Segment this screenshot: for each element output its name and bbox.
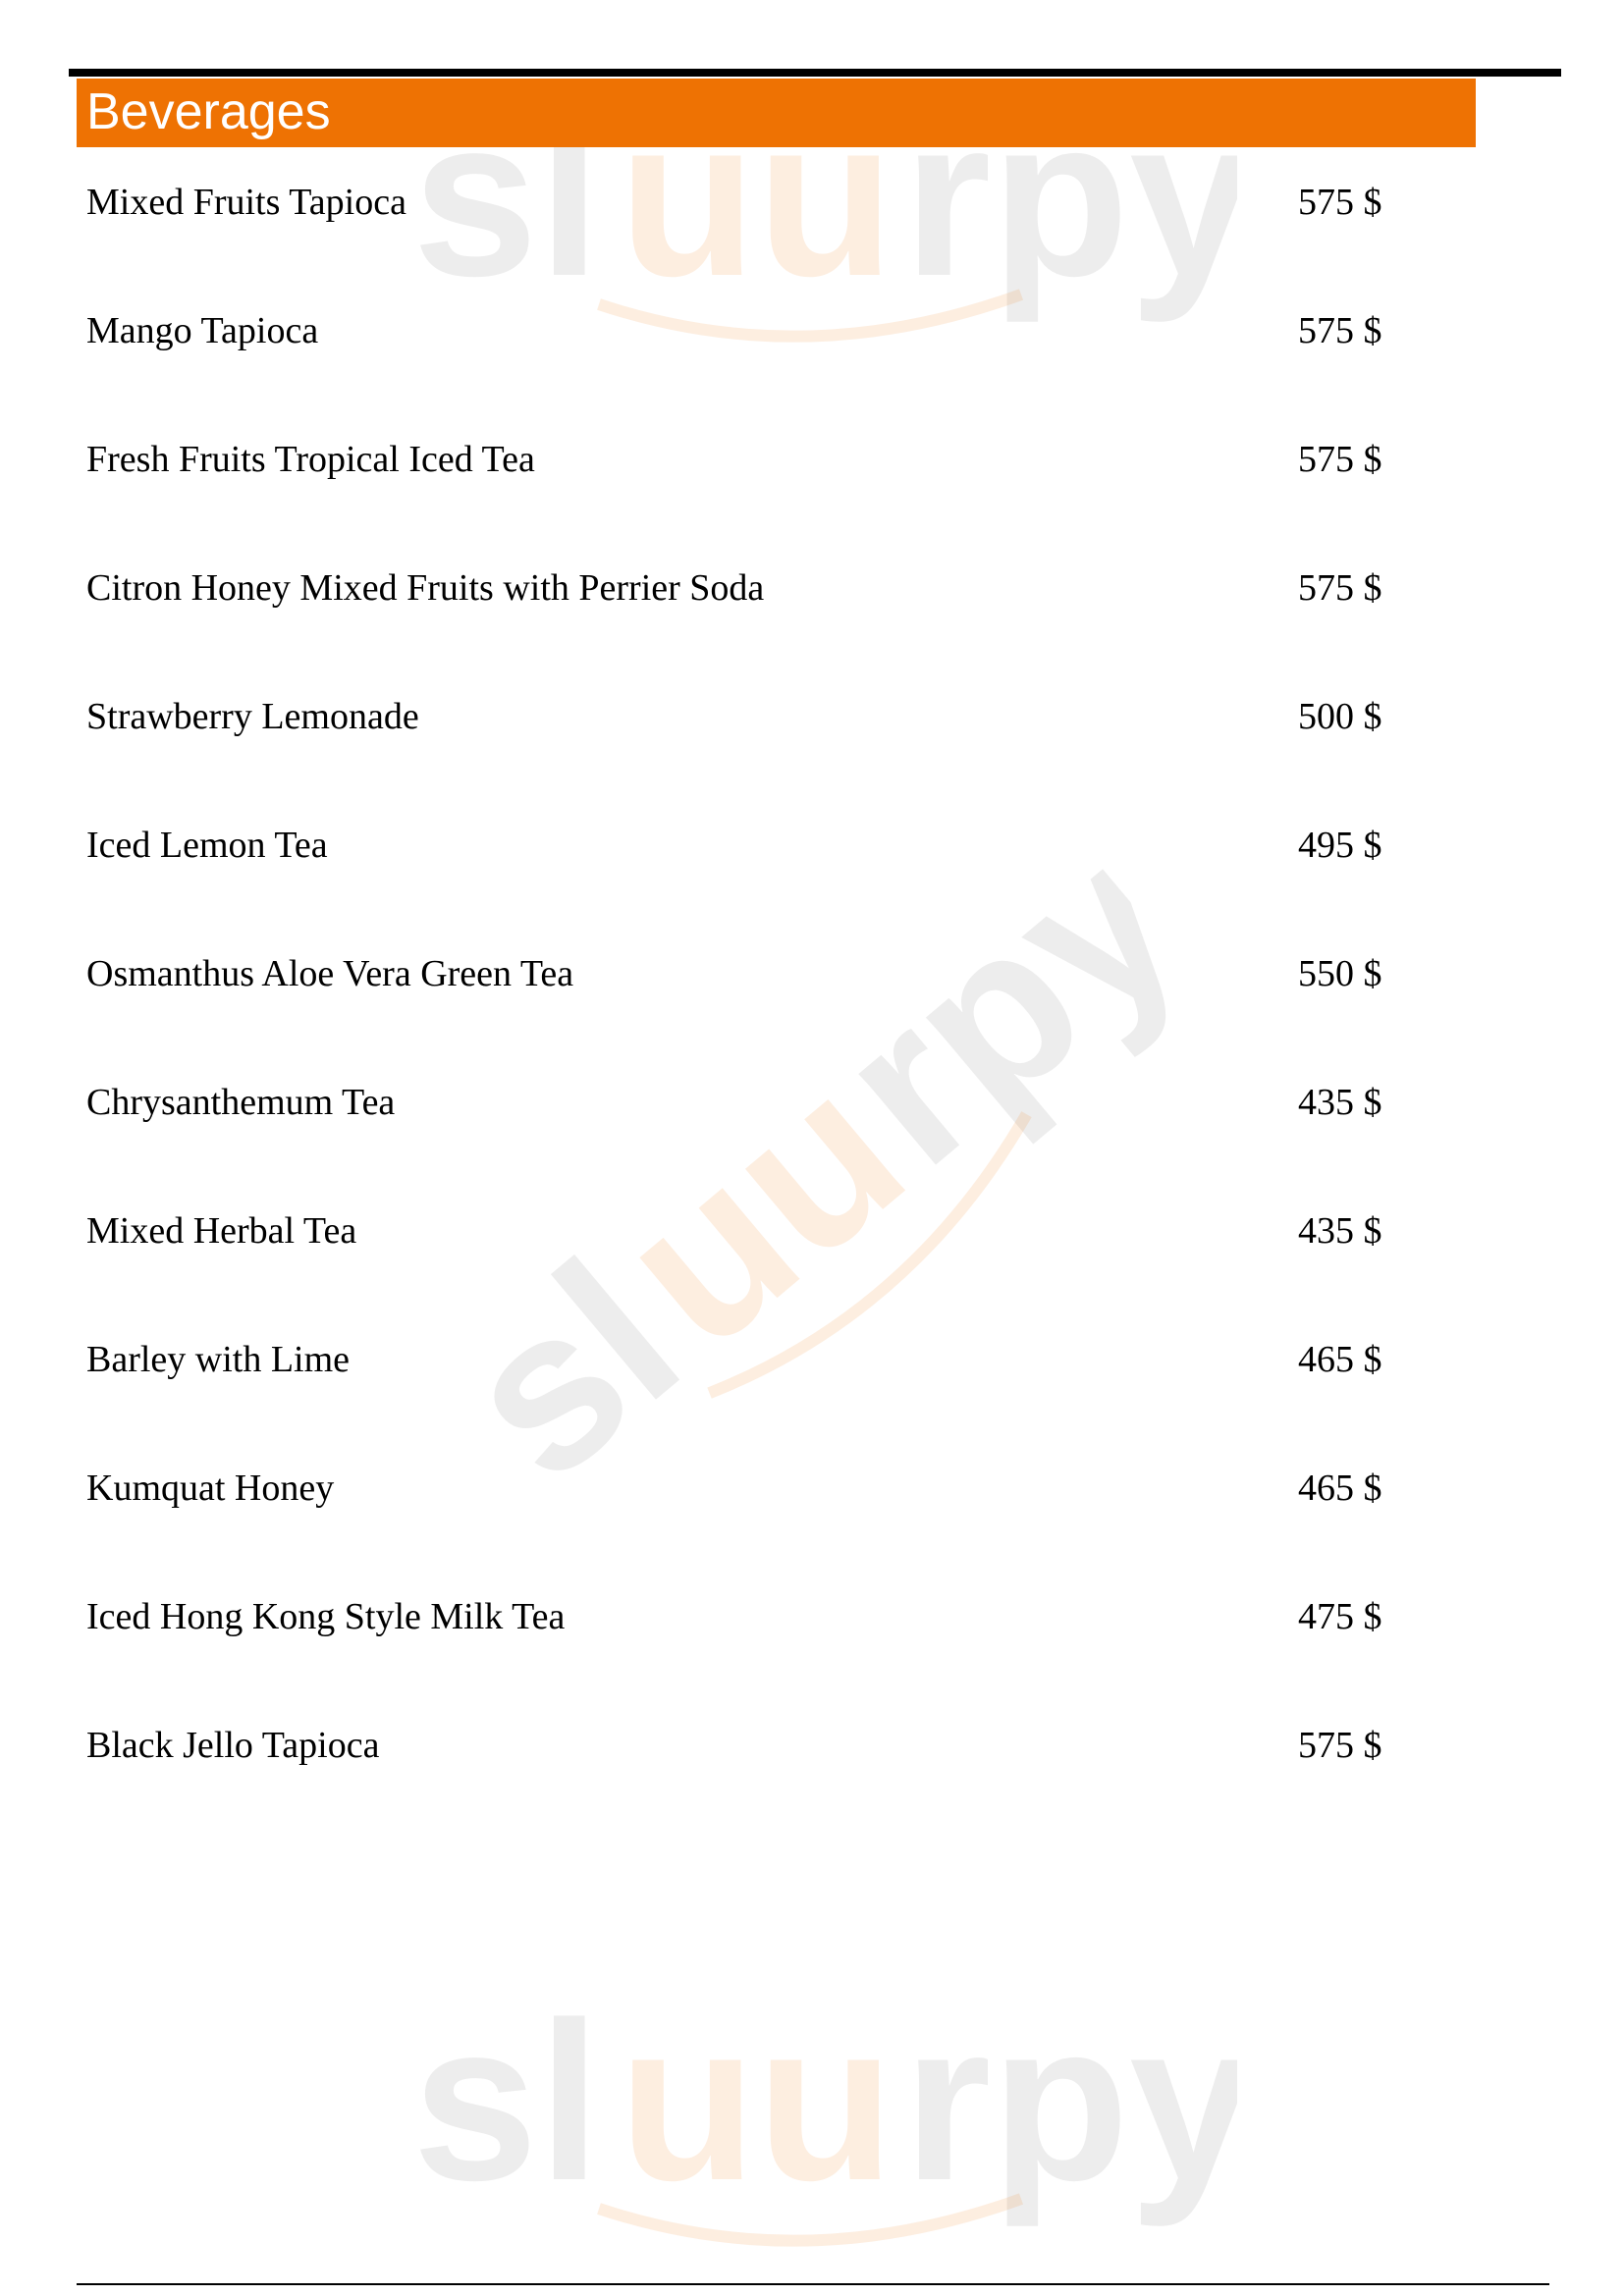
menu-item-price: 575 $	[1298, 439, 1382, 480]
menu-item-name: Iced Hong Kong Style Milk Tea	[86, 1596, 566, 1637]
menu-item-name: Fresh Fruits Tropical Iced Tea	[86, 439, 535, 480]
section-title: Beverages	[86, 83, 331, 140]
menu-item	[86, 430, 1392, 489]
menu-item-price: 575 $	[1298, 1725, 1382, 1766]
menu-item	[86, 1330, 1392, 1389]
menu-item-price: 500 $	[1298, 696, 1382, 737]
menu-item	[86, 1459, 1392, 1518]
svg-text:rpy: rpy	[903, 71, 1237, 323]
menu-item-price: 475 $	[1298, 1596, 1382, 1637]
menu-item-price: 575 $	[1298, 182, 1382, 223]
menu-item-name: Osmanthus Aloe Vera Green Tea	[86, 953, 574, 994]
svg-text:rpy: rpy	[903, 1975, 1237, 2227]
menu-item-price: 495 $	[1298, 825, 1382, 866]
menu-item	[86, 173, 1392, 232]
menu-item-price: 465 $	[1298, 1339, 1382, 1380]
svg-text:uu: uu	[619, 71, 894, 323]
svg-text:sl: sl	[416, 1212, 724, 1527]
svg-text:uu: uu	[573, 1024, 948, 1395]
svg-text:sl: sl	[412, 71, 601, 323]
menu-item-price: 575 $	[1298, 567, 1382, 609]
menu-item-name: Mango Tapioca	[86, 310, 319, 351]
menu-item	[86, 687, 1392, 746]
menu-item-name: Kumquat Honey	[86, 1468, 335, 1509]
bottom-divider	[77, 2283, 1549, 2285]
menu-item-price: 465 $	[1298, 1468, 1382, 1509]
menu-item-name: Barley with Lime	[86, 1339, 351, 1380]
menu-item-price: 435 $	[1298, 1210, 1382, 1252]
menu-item-name: Chrysanthemum Tea	[86, 1082, 396, 1123]
menu-item	[86, 816, 1392, 875]
svg-text:rpy: rpy	[792, 792, 1224, 1212]
menu-item-price: 575 $	[1298, 310, 1382, 351]
menu-item-price: 435 $	[1298, 1082, 1382, 1123]
menu-item-name: Citron Honey Mixed Fruits with Perrier Soda	[86, 567, 765, 609]
menu-item	[86, 301, 1392, 360]
menu-item-name: Mixed Fruits Tapioca	[86, 182, 406, 223]
svg-text:uu: uu	[619, 1975, 894, 2227]
menu-item	[86, 1587, 1392, 1646]
menu-item	[86, 559, 1392, 617]
menu-item	[86, 1716, 1392, 1775]
menu-item	[86, 1201, 1392, 1260]
menu-item-name: Black Jello Tapioca	[86, 1725, 380, 1766]
menu-item	[86, 1073, 1392, 1132]
menu-item	[86, 944, 1392, 1003]
menu-item-name: Iced Lemon Tea	[86, 825, 328, 866]
menu-item-name: Strawberry Lemonade	[86, 696, 419, 737]
menu-item-price: 550 $	[1298, 953, 1382, 994]
svg-text:sl: sl	[412, 1975, 601, 2227]
menu-item-name: Mixed Herbal Tea	[86, 1210, 357, 1252]
